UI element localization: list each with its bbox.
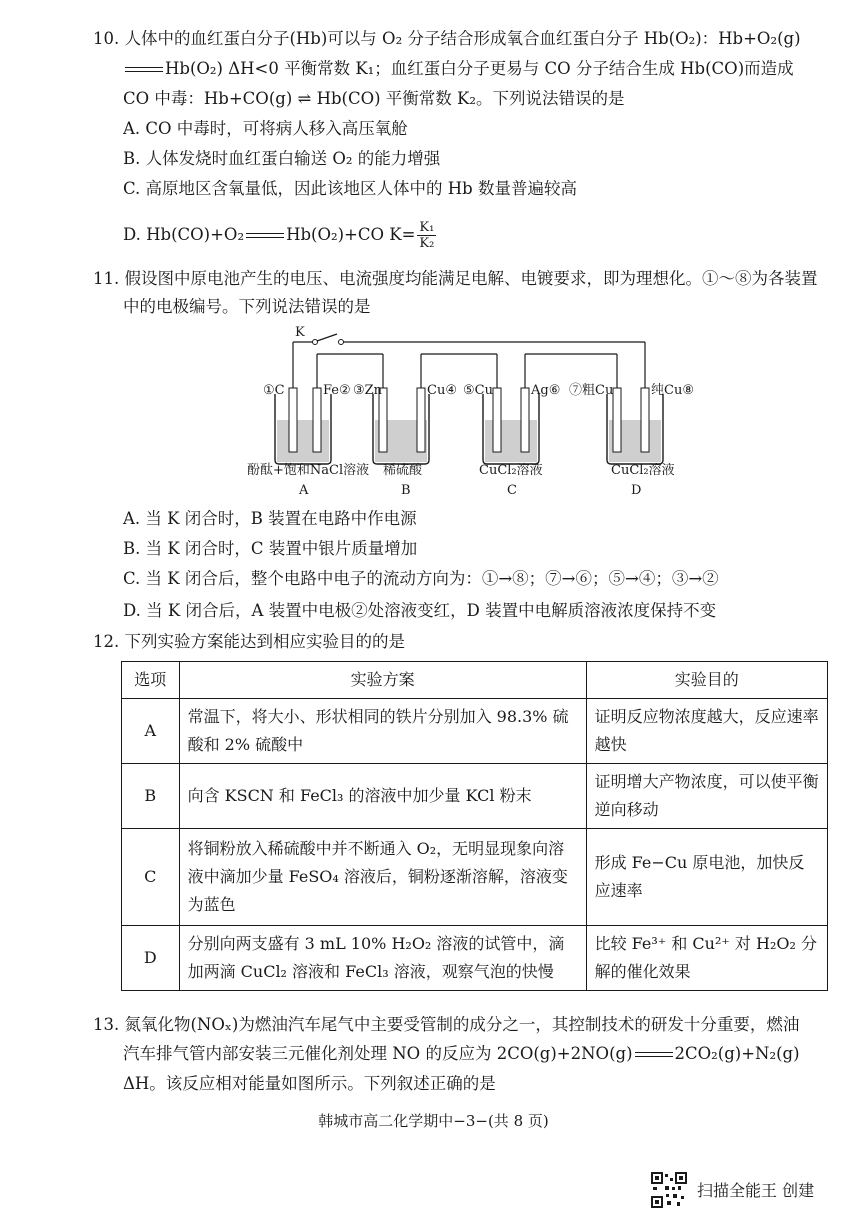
q10-option-d-prefix: D. Hb(CO)+O₂ — [123, 225, 245, 244]
row-option: A — [122, 699, 180, 764]
electrode-label-4: Cu④ — [427, 383, 457, 398]
equilibrium-arrow-icon — [125, 65, 163, 75]
switch-contact — [339, 340, 344, 345]
scanner-watermark: 扫描全能王 创建 — [697, 1181, 815, 1200]
row-option: B — [122, 764, 180, 829]
electrode-label-2: Fe② — [323, 383, 351, 398]
k-fraction — [417, 220, 436, 251]
solution-label-b: 稀硫酸 — [383, 463, 423, 478]
q13-line2-products: 2CO₂(g)+N₂(g) — [674, 1044, 800, 1063]
beaker-c — [483, 394, 539, 464]
q10-option-b: B. 人体发烧时血红蛋白输送 O₂ 的能力增强 — [123, 149, 441, 168]
electrode-1 — [289, 388, 297, 452]
header-goal: 实验目的 — [586, 662, 827, 699]
q11-option-b: B. 当 K 闭合时，C 装置中银片质量增加 — [123, 539, 418, 558]
q10-line2 — [123, 58, 794, 80]
row-plan: 分别向两支盛有 3 mL 10% H₂O₂ 溶液的试管中，滴加两滴 CuCl₂ 溶液和 FeCl₃ 溶液，观察气泡的快慢 — [179, 926, 586, 991]
electrode-label-1: ①C — [263, 383, 285, 398]
electrode-label-8: 纯Cu⑧ — [651, 383, 694, 398]
row-plan: 向含 KSCN 和 FeCl₃ 的溶液中加少量 KCl 粉末 — [179, 764, 586, 829]
electrode-7 — [613, 388, 621, 452]
switch-blade — [317, 334, 337, 341]
q10-option-c: C. 高原地区含氧量低，因此该地区人体中的 Hb 数量普遍较高 — [123, 179, 577, 198]
q11-option-c: C. 当 K 闭合后，整个电路中电子的流动方向为：①→⑧；⑦→⑥；⑤→④；③→② — [123, 569, 719, 588]
q10-option-d — [123, 220, 436, 251]
equilibrium-arrow-icon — [635, 1050, 673, 1060]
row-goal: 证明增大产物浓度，可以使平衡逆向移动 — [586, 764, 827, 829]
qr-code-icon — [651, 1172, 687, 1208]
q13-line2-text: 汽车排气管内部安装三元催化剂处理 NO 的反应为 2CO(g)+2NO(g) — [123, 1044, 633, 1063]
k-numerator: K₁ — [419, 220, 435, 235]
q10-line1: 10. 人体中的血红蛋白分子(Hb)可以与 O₂ 分子结合形成氧合血红蛋白分子 Hb(O₂)：Hb+O₂(g) — [93, 29, 801, 48]
electrode-label-7: ⑦粗Cu — [569, 383, 614, 398]
table-header-row — [122, 662, 828, 699]
table-row — [122, 764, 828, 829]
electrode-6 — [521, 388, 529, 452]
row-option: D — [122, 926, 180, 991]
switch-label: K — [295, 325, 305, 340]
q10-line3: CO 中毒：Hb+CO(g) ⇌ Hb(CO) 平衡常数 K₂。下列说法错误的是 — [123, 89, 625, 108]
q10-line2-text: Hb(O₂) ΔH<0 平衡常数 K₁；血红蛋白分子更易与 CO 分子结合生成 Hb(CO)而造成 — [165, 59, 794, 78]
q13-line1: 13. 氮氧化物(NOₓ)为燃油汽车尾气中主要受管制的成分之一，其控制技术的研发十分重要，燃油 — [93, 1015, 800, 1034]
device-label-a: A — [299, 483, 309, 498]
k-denominator: K₂ — [419, 236, 435, 251]
row-goal: 比较 Fe³⁺ 和 Cu²⁺ 对 H₂O₂ 分解的催化效果 — [586, 926, 827, 991]
q13-line2 — [123, 1043, 800, 1065]
solution-label-d: CuCl₂溶液 — [611, 463, 675, 478]
electrode-label-5: ⑤Cu — [463, 383, 493, 398]
header-plan: 实验方案 — [179, 662, 586, 699]
page-footer: 韩城市高二化学期中−3−(共 8 页) — [318, 1112, 549, 1130]
q10-option-a: A. CO 中毒时，可将病人移入高压氧舱 — [123, 119, 408, 138]
equilibrium-arrow-icon — [246, 231, 284, 241]
q11-line2: 中的电极编号。下列说法错误的是 — [123, 297, 371, 316]
row-plan: 常温下，将大小、形状相同的铁片分别加入 98.3% 硫酸和 2% 硫酸中 — [179, 699, 586, 764]
device-label-b: B — [401, 483, 411, 498]
beaker-a — [275, 394, 331, 464]
q11-option-d: D. 当 K 闭合后，A 装置中电极②处溶液变红，D 装置中电解质溶液浓度保持不变 — [123, 601, 717, 620]
solution-label-a: 酚酞+饱和NaCl溶液 — [247, 463, 370, 478]
electrode-label-6: Ag⑥ — [531, 383, 561, 398]
header-option: 选项 — [122, 662, 180, 699]
electrochemistry-diagram — [245, 322, 715, 502]
q13-line3: ΔH。该反应相对能量如图所示。下列叙述正确的是 — [123, 1074, 496, 1093]
row-goal: 形成 Fe−Cu 原电池，加快反应速率 — [586, 829, 827, 926]
electrode-2 — [313, 388, 321, 452]
q11-option-a: A. 当 K 闭合时，B 装置在电路中作电源 — [123, 509, 417, 528]
electrode-label-3: ③Zn — [353, 383, 383, 398]
switch-contact — [313, 340, 318, 345]
electrode-5 — [493, 388, 501, 452]
electrode-4 — [417, 388, 425, 452]
q12-title: 12. 下列实验方案能达到相应实验目的的是 — [93, 632, 405, 651]
solution-label-c: CuCl₂溶液 — [479, 463, 543, 478]
device-label-d: D — [631, 483, 642, 498]
table-row — [122, 829, 828, 926]
q10-option-d-mid: Hb(O₂)+CO K= — [286, 225, 416, 244]
row-option: C — [122, 829, 180, 926]
row-plan: 将铜粉放入稀硫酸中并不断通入 O₂，无明显现象向溶液中滴加少量 FeSO₄ 溶液后，铜粉逐渐溶解，溶液变为蓝色 — [179, 829, 586, 926]
table-row — [122, 926, 828, 991]
table-row — [122, 699, 828, 764]
experiment-table — [121, 661, 828, 991]
device-label-c: C — [507, 483, 517, 498]
row-goal: 证明反应物浓度越大，反应速率越快 — [586, 699, 827, 764]
q11-line1: 11. 假设图中原电池产生的电压、电流强度均能满足电解、电镀要求，即为理想化。①～⑧为各装置 — [93, 269, 818, 288]
electrode-8 — [641, 388, 649, 452]
